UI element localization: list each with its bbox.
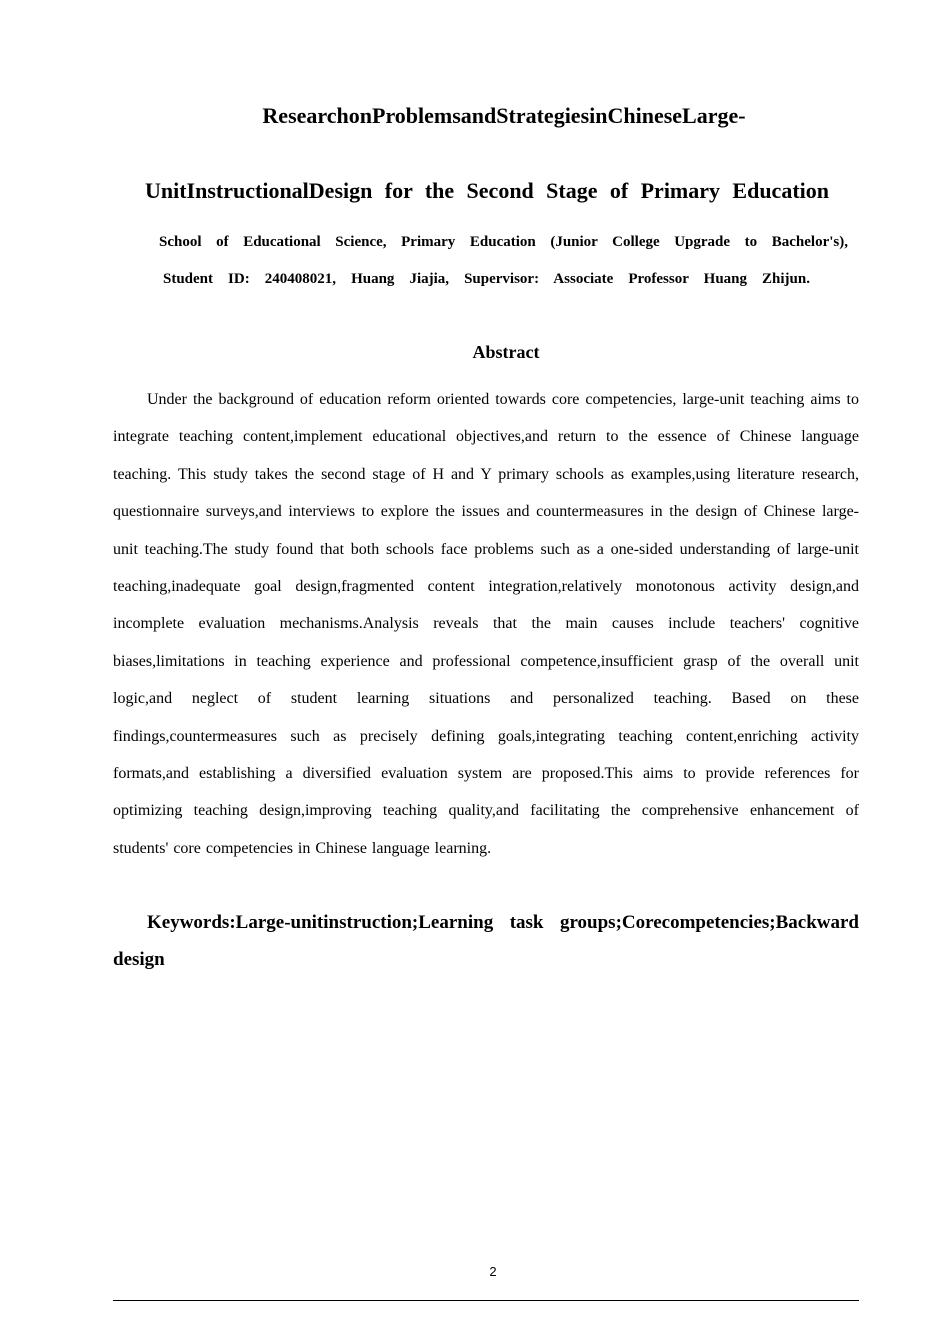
abstract-body: Under the background of education reform oriented towards core competencies, large-unit teaching aims to integrate teaching content,implement educational objectives,and return to the essence of Chinese language teaching. This study takes the second stage of H and Y primary schools as examples,using literature research, questionnaire surveys,and interviews to explore the issues and countermeasures in the design of Chinese large-unit teaching.The study found that both schools face problems such as a one-sided understanding of large-unit teaching,inadequate goal design,fragmented content integration,relatively monotonous activity design,and incomplete evaluation mechanisms.Analysis reveals that the main causes include teachers' cognitive biases,limitations in teaching experience and professional competence,insufficient grasp of the overall unit logic,and neglect of student learning situations and personalized teaching. Based on these findings,countermeasures such as precisely defining goals,integrating teaching content,enriching activity formats,and establishing a diversified evaluation system are proposed.This aims to provide references for optimizing teaching design,improving teaching quality,and facilitating the comprehensive enhancement of students' core competencies in Chinese language learning.	[113, 391, 859, 857]
title-line-2: UnitInstructionalDesign for the Second Stage of Primary Education	[145, 178, 829, 203]
page-number: 2	[489, 1264, 497, 1279]
title-line-1: ResearchonProblemsandStrategiesinChineseLarge-	[262, 103, 746, 128]
keywords: Keywords:Large-unitinstruction;Learning task groups;Corecompetencies;Backward design	[113, 912, 859, 970]
footer-divider	[113, 1300, 859, 1301]
abstract-heading: Abstract	[472, 342, 540, 362]
affiliation-line-2: Student ID: 240408021, Huang Jiajia, Supervisor: Associate Professor Huang Zhijun.	[163, 271, 810, 287]
affiliation-line-1: School of Educational Science, Primary Education (Junior College Upgrade to Bachelor's),	[159, 234, 848, 250]
